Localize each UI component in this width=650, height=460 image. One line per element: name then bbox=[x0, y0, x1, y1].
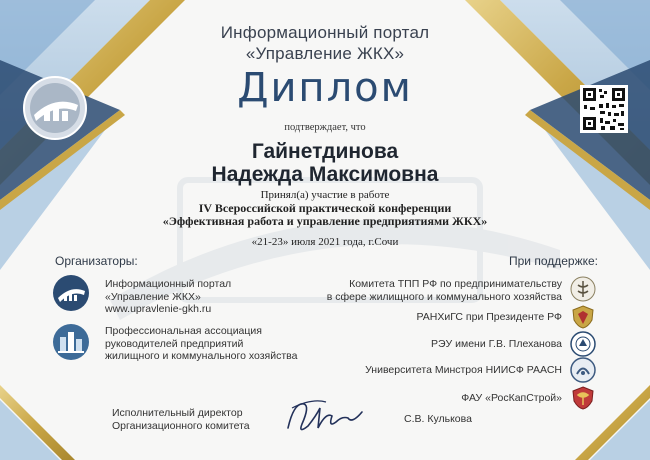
handwritten-signature bbox=[282, 394, 367, 439]
signatory-name: С.В. Кулькова bbox=[404, 413, 472, 425]
organizer-portal-line2: «Управление ЖКХ» bbox=[105, 290, 201, 303]
organizer-portal-line1: Информационный портал bbox=[105, 278, 232, 290]
support-tpp-line2: в сфере жилищного и коммунального хозяйства bbox=[326, 290, 562, 303]
ranepa-emblem-icon bbox=[570, 304, 596, 330]
portal-title-line2: «Управление ЖКХ» bbox=[245, 44, 405, 63]
portal-title-line1: Информационный портал bbox=[220, 23, 430, 42]
date-place: «21-23» июля 2021 года, г.Сочи bbox=[251, 236, 399, 248]
conference-name-line2: «Эффективная работа и управление предприятиями ЖКХ» bbox=[162, 214, 488, 228]
support-tpp bbox=[327, 278, 562, 303]
organizer-association-line3: жилищного и коммунального хозяйства bbox=[105, 350, 298, 362]
organizers-label: Организаторы: bbox=[55, 254, 138, 268]
participation-text: Принял(а) участие в работе bbox=[260, 189, 390, 201]
roskapstroy-emblem-icon bbox=[570, 385, 596, 411]
confirms-text: подтверждает, что bbox=[284, 122, 366, 133]
organizer-portal-url: www.upravlenie-gkh.ru bbox=[105, 303, 212, 315]
signatory-position-line1: Исполнительный директор bbox=[112, 407, 243, 419]
conference-name-line1: IV Всероссийской практической конференции bbox=[198, 201, 452, 215]
tpp-emblem-icon bbox=[570, 276, 596, 302]
organizer-association-line1: Профессиональная ассоциация bbox=[105, 325, 262, 337]
support-niisf: Университета Минстроя НИИСФ РААСН bbox=[365, 364, 562, 376]
organizer-portal bbox=[105, 278, 231, 316]
portal-logo-icon bbox=[52, 274, 90, 312]
organizer-association bbox=[105, 325, 297, 363]
support-label: При поддержке: bbox=[508, 254, 598, 268]
portal-title bbox=[0, 22, 650, 64]
recipient-given-names: Надежда Максимовна bbox=[211, 163, 439, 186]
support-tpp-line1: Комитета ТПП РФ по предпринимательству bbox=[349, 278, 562, 290]
diploma-title: Диплом bbox=[237, 65, 413, 111]
signatory-position bbox=[112, 407, 250, 432]
support-roskapstroy: ФАУ «РосКапСтрой» bbox=[461, 392, 562, 404]
signatory-position-line2: Организационного комитета bbox=[112, 419, 250, 432]
recipient-surname: Гайнетдинова bbox=[251, 140, 399, 163]
support-reu: РЭУ имени Г.В. Плеханова bbox=[431, 338, 562, 350]
support-ranepa: РАНХиГС при Президенте РФ bbox=[416, 311, 562, 323]
organizer-association-line2: руководителей предприятий bbox=[105, 337, 244, 350]
niisf-emblem-icon bbox=[570, 357, 596, 383]
association-logo-icon bbox=[52, 323, 90, 361]
reu-emblem-icon bbox=[570, 331, 596, 357]
